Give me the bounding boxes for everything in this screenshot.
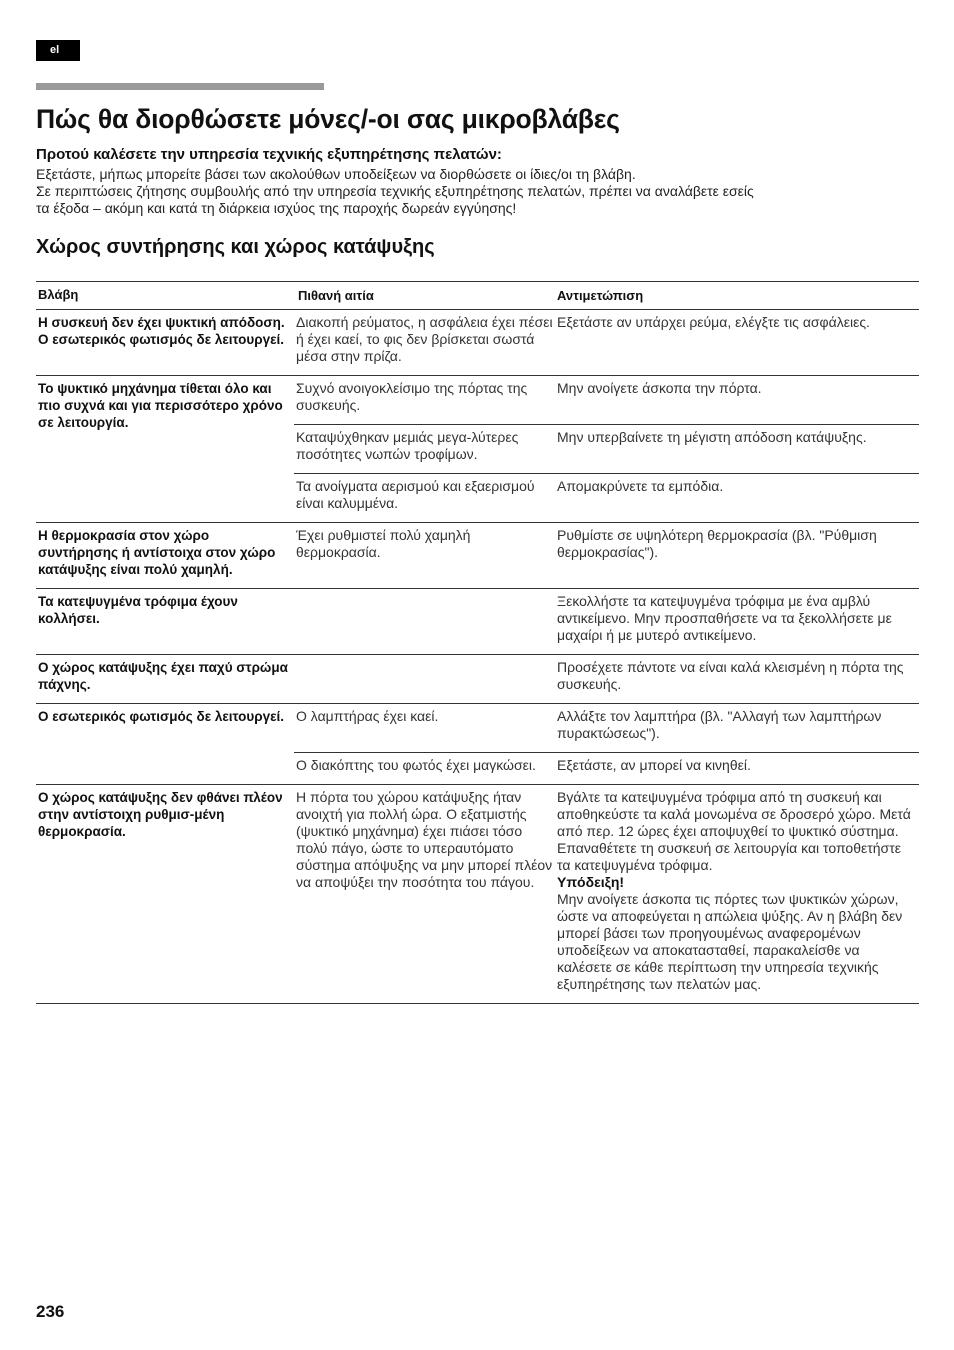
column-header-fault: Βλάβη [38,287,79,302]
intro-line: Εξετάστε, μήπως μπορείτε βάσει των ακολούθων υποδείξεων να διορθώσετε οι ίδιες/οι τη βλάβη. [36,166,636,182]
cause-cell: Καταψύχθηκαν μεμιάς μεγα-λύτερες ποσότητες νωπών τροφίμων. [296,429,519,462]
table-row [36,523,919,589]
column-header-cause: Πιθανή αιτία [298,288,374,303]
intro-line: τα έξοδα – ακόμη και κατά τη διάρκεια ισχύος της παροχής δωρεάν εγγύησης! [36,200,517,216]
remedy-cell: Μην υπερβαίνετε τη μέγιστη απόδοση κατάψυξης. [557,429,867,445]
note-text: Μην ανοίγετε άσκοπα τις πόρτες των ψυκτικών χώρων, ώστε να αποφεύγεται η απώλεια ψύξης. Αν η βλάβη δεν μπορεί βάσει των προηγουμένως αναφερομένων υποδείξεων να αποκατασταθεί, παρακαλείσθε να καλέσετε σε κάθε περίπτωση την υπηρεσία τεχνικής εξυπηρέτησης των πελατών μας. [557,891,903,992]
cause-cell: Η πόρτα του χώρου κατάψυξης ήταν ανοιχτή για πολλή ώρα. Ο εξατμιστής (ψυκτικό μηχάνημα) έχει πιάσει τόσο πολύ πάγο, ώστε το υπεραυτόματο σύστημα απόψυξης να μην μπορεί πλέον να αποψύξει την ποσότητα του πάγου. [296,789,553,890]
table-row [36,310,919,376]
page-number: 236 [36,1302,65,1321]
cause-cell: Τα ανοίγματα αερισμού και εξαερισμού είναι καλυμμένα. [296,478,535,511]
remedy-cell: Προσέχετε πάντοτε να είναι καλά κλεισμένη η πόρτα της συσκευής. [557,659,904,692]
remedy-cell: Εξετάστε αν υπάρχει ρεύμα, ελέγξτε τις ασφάλειες. [557,314,870,330]
remedy-cell: Μην ανοίγετε άσκοπα την πόρτα. [557,380,762,396]
cause-cell: Έχει ρυθμιστεί πολύ χαμηλή θερμοκρασία. [296,527,471,560]
troubleshooting-table [36,281,919,1004]
cause-cell [296,589,555,654]
fault-cell: Το ψυκτικό μηχάνημα τίθεται όλο και πιο συχνά και για περισσότερο χρόνο σε λειτουργία. [38,381,283,430]
language-tab: el [36,40,80,61]
remedy-cell: Ρυθμίστε σε υψηλότερη θερμοκρασία (βλ. "Ρύθμιση θερμοκρασίας"). [557,527,877,560]
fault-cell: Ο χώρος κατάψυξης έχει παχύ στρώμα πάχνης. [38,660,288,692]
intro-text [36,166,916,217]
table-header [36,282,919,310]
remedy-cell: Αλλάξτε τον λαμπτήρα (βλ. "Αλλαγή των λαμπτήρων πυρακτώσεως"). [557,708,882,741]
header-divider-bar [36,83,324,90]
table-row [36,704,919,785]
fault-cell: Τα κατεψυγμένα τρόφιμα έχουν κολλήσει. [38,594,238,626]
remedy-text: Βγάλτε τα κατεψυγμένα τρόφιμα από τη συσκευή και αποθηκεύστε τα καλά μονωμένα σε δροσερό χώρο. Μετά από περ. 12 ώρες έχει αποψυχθεί το ψυκτικό σύστημα. Επαναθέτετε τη συσκευή σε λειτουργία και τοποθετήστε τα κατεψυγμένα τρόφιμα. [557,789,911,873]
cause-cell: Συχνό ανοιγοκλείσιμο της πόρτας της συσκευής. [296,380,528,413]
cause-cell: Ο διακόπτης του φωτός έχει μαγκώσει. [296,757,536,773]
remedy-cell [557,785,919,1003]
column-header-remedy: Αντιμετώπιση [557,288,644,303]
remedy-cell: Απομακρύνετε τα εμπόδια. [557,478,724,494]
table-row [36,655,919,704]
fault-cell: Ο χώρος κατάψυξης δεν φθάνει πλέον στην αντίστοιχη ρυθμισ-μένη θερμοκρασία. [38,790,283,839]
fault-cell: Η θερμοκρασία στον χώρο συντήρησης ή αντίστοιχα στον χώρο κατάψυξης είναι πολύ χαμηλή. [38,528,276,577]
remedy-cell: Εξετάστε, αν μπορεί να κινηθεί. [557,757,751,773]
intro-heading: Προτού καλέσετε την υπηρεσία τεχνικής εξυπηρέτησης πελατών: [36,146,502,163]
cause-cell: Διακοπή ρεύματος, η ασφάλεια έχει πέσει ή έχει καεί, το φις δεν βρίσκεται σωστά μέσα στην πρίζα. [296,314,553,364]
table-row [36,785,919,1004]
note-label: Υπόδειξη! [557,874,625,890]
cause-cell [296,655,555,703]
fault-cell: Ο εσωτερικός φωτισμός δε λειτουργεί. [38,709,285,724]
table-row [36,376,919,523]
cause-cell: Ο λαμπτήρας έχει καεί. [296,708,439,724]
fault-cell: Η συσκευή δεν έχει ψυκτική απόδοση. Ο εσωτερικός φωτισμός δε λειτουργεί. [38,315,285,347]
intro-line: Σε περιπτώσεις ζήτησης συμβουλής από την υπηρεσία τεχνικής εξυπηρέτησης πελατών, πρέπει να αναλάβετε εσείς [36,183,754,199]
remedy-cell: Ξεκολλήστε τα κατεψυγμένα τρόφιμα με ένα αμβλύ αντικείμενο. Μην προσπαθήσετε να τα ξεκολλήσετε με μαχαίρι ή με μυτερό αντικείμενο. [557,593,892,643]
page-title: Πώς θα διορθώσετε μόνες/-οι σας μικροβλάβες [36,104,620,134]
table-row [36,589,919,655]
section-title: Χώρος συντήρησης και χώρος κατάψυξης [36,236,435,258]
